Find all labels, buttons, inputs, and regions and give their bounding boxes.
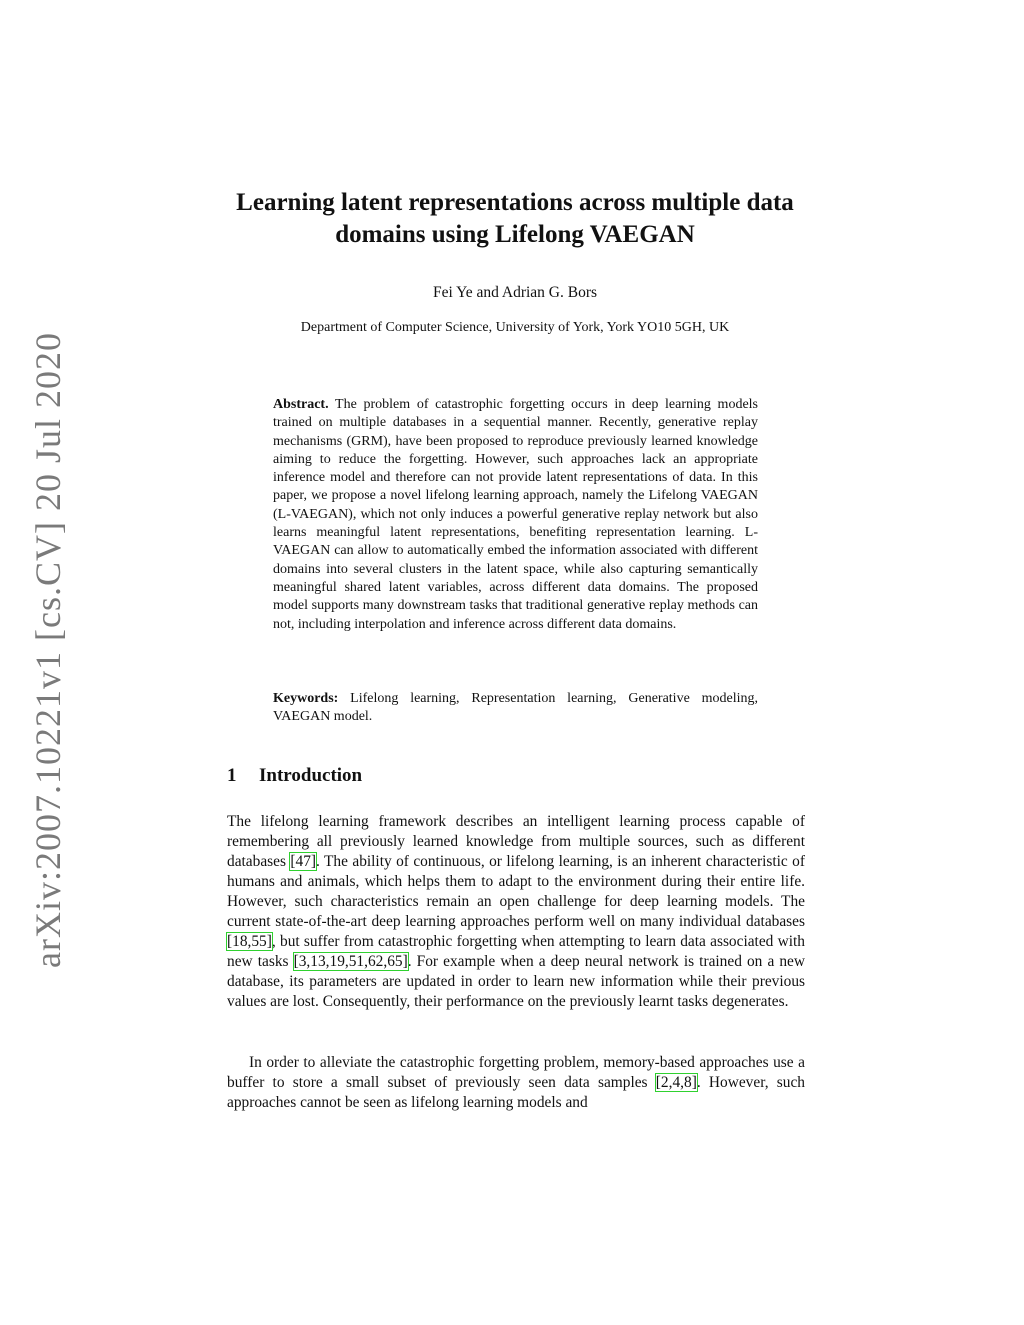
paper-title: Learning latent representations across multiple data domains using Lifelong VAEGAN — [236, 189, 794, 248]
citation-link[interactable]: [2,4,8] — [655, 1074, 697, 1091]
author-affiliation: Department of Computer Science, University of York, York YO10 5GH, UK — [300, 320, 730, 335]
keywords — [273, 690, 758, 727]
keywords-label: Keywords: — [273, 691, 339, 706]
intro-paragraph-2 — [227, 1053, 805, 1113]
paragraph-text: , but suffer from catastrophic forgetting when attempting to learn data associated with new tasks — [227, 933, 805, 970]
paragraph-text: The lifelong learning framework describes an intelligent learning process capable of remembering all previously learned knowledge from multiple sources, such as different databases — [227, 813, 805, 870]
citation-link[interactable]: [47] — [290, 853, 317, 870]
section-title: Introduction — [259, 765, 363, 786]
arxiv-identifier: arXiv:2007.10221v1 [cs.CV] 20 Jul 2020 — [28, 332, 68, 968]
citation-link[interactable]: [3,13,19,51,62,65] — [293, 953, 408, 970]
paragraph-text: . However, such approaches cannot be seen as lifelong learning models and — [227, 1074, 805, 1111]
paragraph-text: . The ability of continuous, or lifelong learning, is an inherent characteristic of humans and animals, which helps them to adapt to the environment during their entire life. However, such characteristics remain an open challenge for deep learning models. The current state-of-the-art deep learning approaches perform well on many individual databases — [227, 853, 805, 930]
abstract-text: The problem of catastrophic forgetting occurs in deep learning models trained on multiple databases in a sequential manner. Recently, generative replay mechanisms (GRM), have been proposed to reproduce previously learned knowledge aiming to reduce the forgetting. However, such approaches lack an appropriate inference model and therefore can not provide latent representations of data. In this paper, we propose a novel lifelong learning approach, namely the Lifelong VAEGAN (L-VAEGAN), which not only induces a powerful generative replay network but also learns meaningful latent representations, benefiting representation learning. L-VAEGAN can allow to automatically embed the information associated with different domains into several clusters in the latent space, while also capturing semantically meaningful shared latent variables, across different data domains. The proposed model supports many downstream tasks that traditional generative replay methods can not, including interpolation and inference across different data domains. — [273, 397, 759, 632]
section-number: 1 — [227, 765, 237, 786]
keywords-text: Lifelong learning, Representation learning, Generative modeling, VAEGAN model. — [273, 691, 758, 725]
paper-authors: Fei Ye and Adrian G. Bors — [432, 284, 598, 301]
paragraph-text: In order to alleviate the catastrophic forgetting problem, memory-based approaches use a buffer to store a small subset of previously seen data samples — [227, 1054, 805, 1091]
paragraph-text: . For example when a deep neural network is trained on a new database, its parameters are updated in order to learn new information while their previous values are lost. Consequently, their performance on the previously learnt tasks degenerates. — [227, 953, 806, 1010]
section-heading-introduction — [227, 765, 362, 787]
abstract-label: Abstract. — [273, 397, 329, 412]
citation-link[interactable]: [18,55] — [227, 933, 272, 950]
intro-paragraph-1 — [227, 812, 805, 1012]
abstract — [273, 396, 758, 634]
